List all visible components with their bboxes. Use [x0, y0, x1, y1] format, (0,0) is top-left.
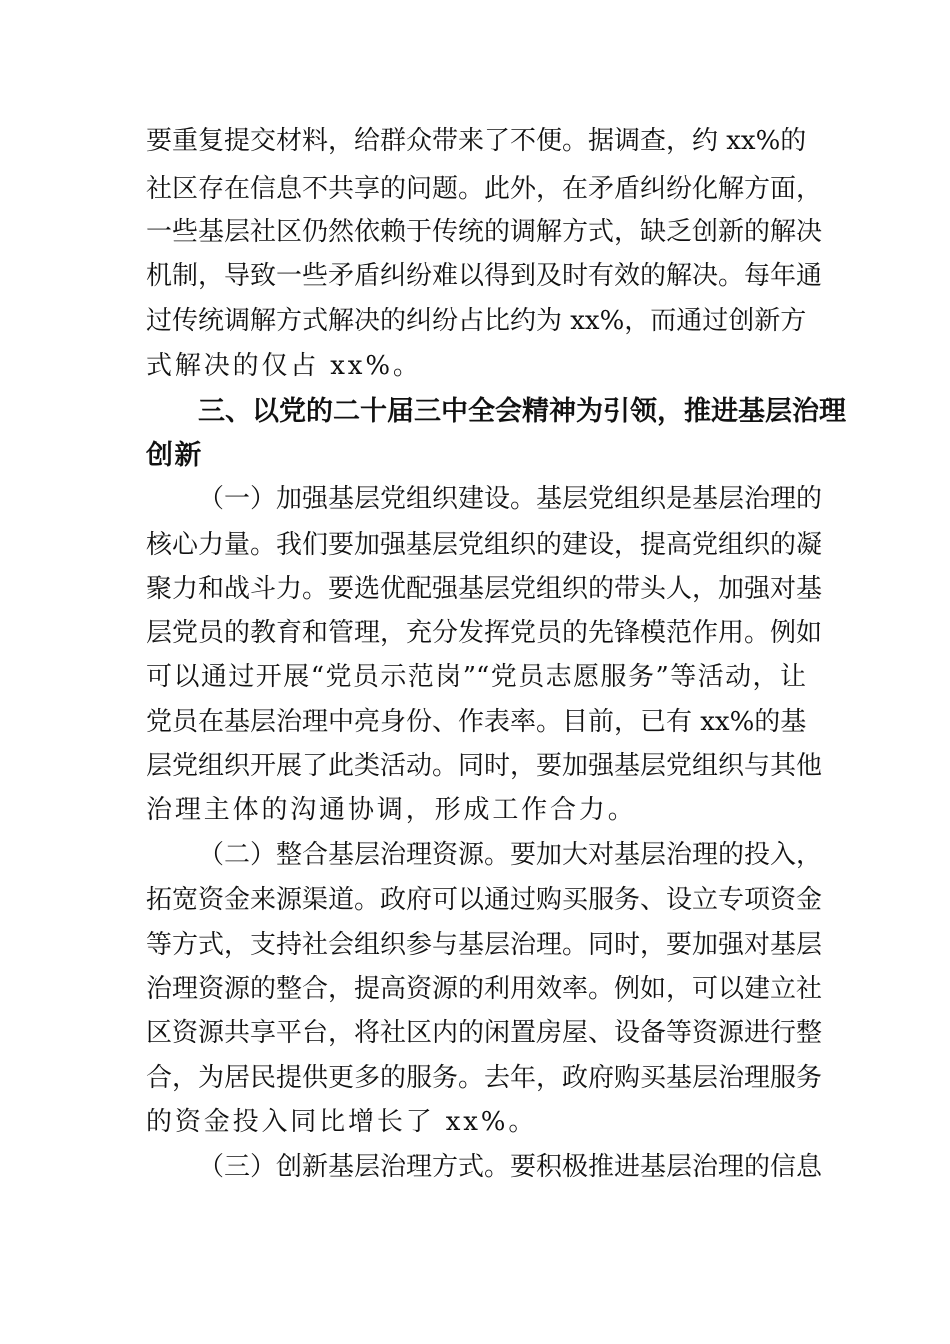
paragraph-line: 合，为居民提供更多的服务。去年，政府购买基层治理服务 — [146, 1063, 823, 1093]
paragraph-line: （三）创新基层治理方式。要积极推进基层治理的信息 — [198, 1152, 823, 1182]
paragraph-line: 机制，导致一些矛盾纠纷难以得到及时有效的解决。每年通 — [146, 261, 823, 291]
paragraph-line: 层党员的教育和管理，充分发挥党员的先锋模范作用。例如 — [146, 618, 823, 648]
paragraph-line: 核心力量。我们要加强基层党组织的建设，提高党组织的凝 — [146, 530, 823, 560]
paragraph-line: 层党组织开展了此类活动。同时，要加强基层党组织与其他 — [146, 751, 823, 781]
paragraph-line: 过传统调解方式解决的纠纷占比约为 xx%，而通过创新方 — [146, 306, 807, 336]
paragraph-line: 社区存在信息不共享的问题。此外，在矛盾纠纷化解方面， — [146, 174, 823, 204]
paragraph-line: 区资源共享平台，将社区内的闲置房屋、设备等资源进行整 — [146, 1018, 823, 1048]
paragraph-line: 党员在基层治理中亮身份、作表率。目前，已有 xx%的基 — [146, 707, 807, 737]
section-heading-continued: 创新 — [146, 440, 203, 471]
paragraph-line: 治理主体的沟通协调，形成工作合力。 — [146, 795, 637, 825]
paragraph-line: 要重复提交材料，给群众带来了不便。据调查，约 xx%的 — [146, 126, 807, 156]
paragraph-line: 聚力和战斗力。要选优配强基层党组织的带头人，加强对基 — [146, 574, 823, 604]
paragraph-line: 一些基层社区仍然依赖于传统的调解方式，缺乏创新的解决 — [146, 217, 823, 247]
paragraph-line: 的资金投入同比增长了 xx%。 — [146, 1107, 538, 1137]
paragraph-line: 可以通过开展“党员示范岗”“党员志愿服务”等活动，让 — [146, 662, 806, 692]
paragraph-line: 等方式，支持社会组织参与基层治理。同时，要加强对基层 — [146, 930, 823, 960]
paragraph-line: 式解决的仅占 xx%。 — [146, 351, 422, 381]
paragraph-line: （二）整合基层治理资源。要加大对基层治理的投入， — [198, 840, 823, 870]
paragraph-line: 拓宽资金来源渠道。政府可以通过购买服务、设立专项资金 — [146, 885, 823, 915]
paragraph-line: 治理资源的整合，提高资源的利用效率。例如，可以建立社 — [146, 974, 823, 1004]
paragraph-line: （一）加强基层党组织建设。基层党组织是基层治理的 — [198, 484, 823, 514]
section-heading: 三、以党的二十届三中全会精神为引领，推进基层治理 — [198, 396, 846, 427]
